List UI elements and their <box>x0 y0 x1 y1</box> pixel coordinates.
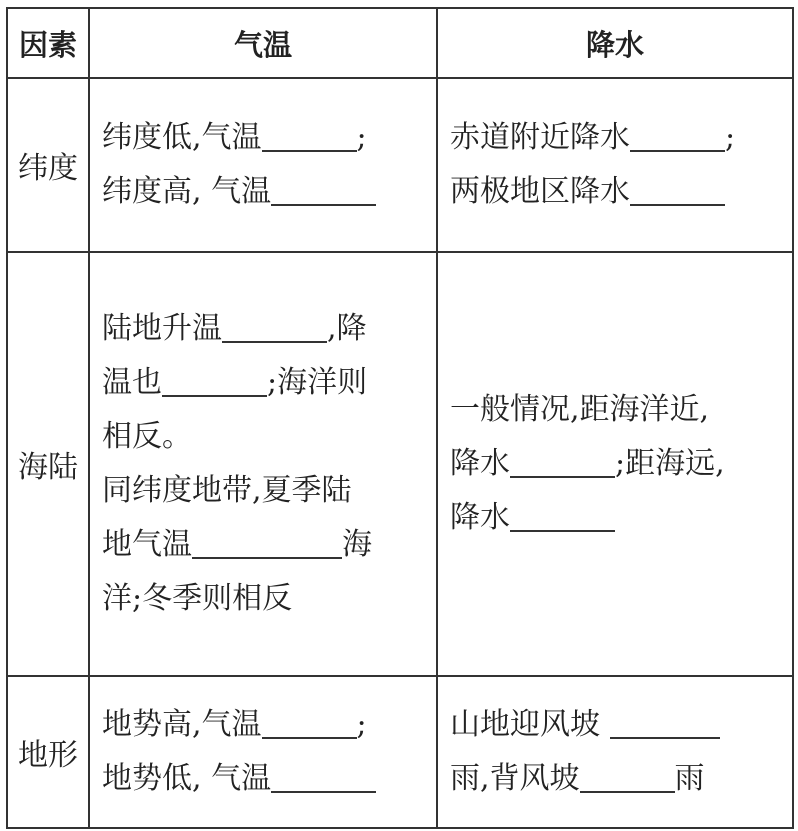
text-line: 相反。 <box>102 419 192 454</box>
text-segment: 地势低, 气温 <box>102 761 272 796</box>
text-segment: 雨 <box>674 761 705 796</box>
fill-blank[interactable] <box>510 446 615 478</box>
table-row-land-sea <box>7 252 793 676</box>
text-line <box>102 165 428 219</box>
header-row <box>7 8 793 78</box>
text-line: 同纬度地带,夏季陆 <box>102 473 352 508</box>
fill-blank[interactable] <box>630 174 725 206</box>
text-segment: 海 <box>342 527 372 562</box>
latitude-precipitation-cell <box>437 78 793 252</box>
text-line <box>450 437 784 491</box>
fill-blank[interactable] <box>271 174 376 206</box>
text-line <box>450 491 784 545</box>
fill-blank[interactable] <box>510 500 615 532</box>
fill-blank[interactable] <box>610 707 720 739</box>
text-line <box>450 165 784 219</box>
header-precipitation: 降水 <box>437 8 793 78</box>
text-line <box>102 698 428 752</box>
text-line <box>102 518 428 572</box>
header-factor: 因素 <box>7 8 89 78</box>
text-line <box>102 356 428 410</box>
fill-blank[interactable] <box>262 120 357 152</box>
text-segment: ;距海远, <box>615 446 725 481</box>
header-temperature: 气温 <box>89 8 437 78</box>
climate-factors-table <box>6 7 794 829</box>
fill-blank[interactable] <box>630 120 725 152</box>
fill-blank[interactable] <box>222 311 327 343</box>
fill-blank[interactable] <box>580 761 675 793</box>
factor-latitude: 纬度 <box>7 78 89 252</box>
latitude-temperature-cell <box>89 78 437 252</box>
text-segment: ;海洋则 <box>267 365 368 400</box>
text-segment: 赤道附近降水 <box>450 120 630 155</box>
text-segment: ; <box>356 707 367 742</box>
text-segment: 纬度高, 气温 <box>102 174 272 209</box>
text-segment: 地气温 <box>102 527 192 562</box>
fill-blank[interactable] <box>192 527 342 559</box>
factor-terrain: 地形 <box>7 676 89 828</box>
text-line: 一般情况,距海洋近, <box>450 392 710 427</box>
text-line <box>102 752 428 806</box>
text-segment: 降水 <box>450 446 510 481</box>
text-segment: 地势高,气温 <box>102 707 262 742</box>
land-sea-temperature-cell <box>89 252 437 676</box>
text-segment: ,降 <box>327 311 367 346</box>
text-segment: 降水 <box>450 500 510 535</box>
text-line <box>450 111 784 165</box>
terrain-precipitation-cell <box>437 676 793 828</box>
text-segment: 温也 <box>102 365 162 400</box>
text-line: 洋;冬季则相反 <box>102 581 293 616</box>
fill-blank[interactable] <box>271 761 376 793</box>
table-row-terrain <box>7 676 793 828</box>
text-segment: ; <box>356 120 367 155</box>
text-segment: 两极地区降水 <box>450 174 630 209</box>
text-segment: ; <box>725 120 736 155</box>
text-line <box>450 752 784 806</box>
fill-blank[interactable] <box>162 365 267 397</box>
text-line <box>450 698 784 752</box>
text-segment: 山地迎风坡 <box>450 707 600 742</box>
factor-land-sea: 海陆 <box>7 252 89 676</box>
land-sea-precipitation-cell <box>437 252 793 676</box>
terrain-temperature-cell <box>89 676 437 828</box>
text-line <box>102 302 428 356</box>
table-row-latitude <box>7 78 793 252</box>
fill-blank[interactable] <box>262 707 357 739</box>
text-segment: 纬度低,气温 <box>102 120 262 155</box>
text-segment: 雨,背风坡 <box>450 761 580 796</box>
text-segment: 陆地升温 <box>102 311 222 346</box>
text-line <box>102 111 428 165</box>
